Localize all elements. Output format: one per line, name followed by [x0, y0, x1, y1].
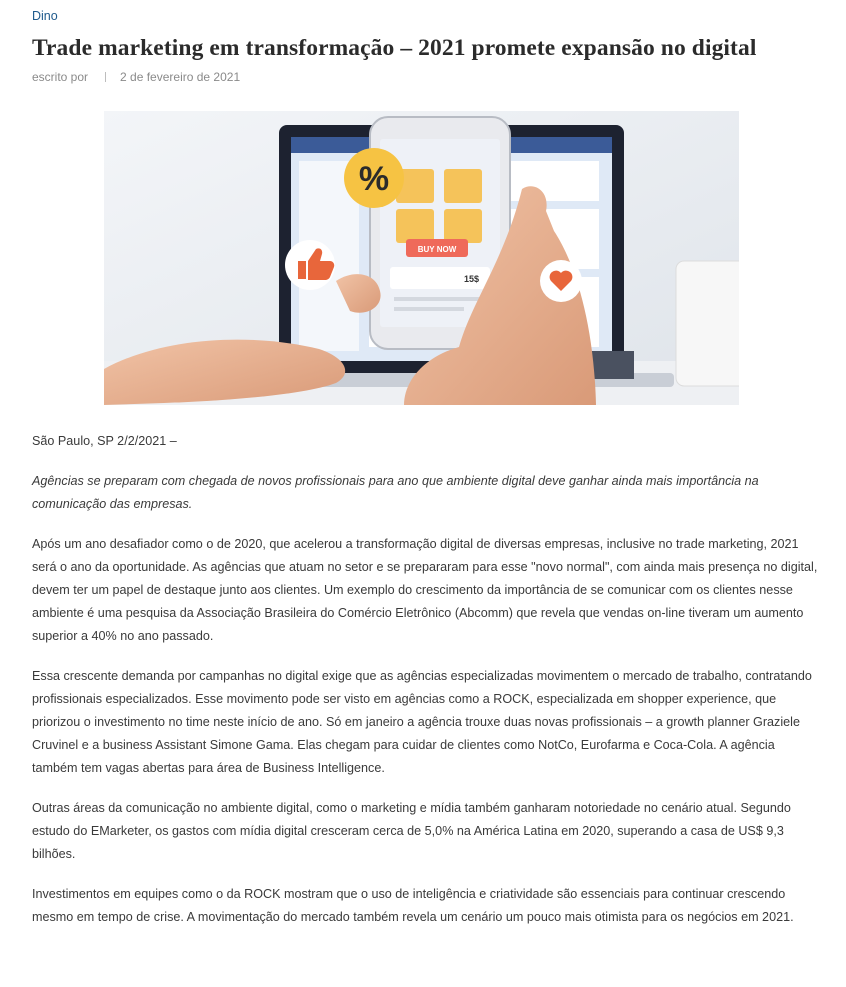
- hero-illustration: [104, 111, 739, 405]
- article-title: Trade marketing em transformação – 2021 promete expansão no digital: [32, 35, 757, 61]
- hero-image: [104, 111, 739, 405]
- price-label: 15$: [464, 274, 480, 284]
- author-label: escrito por: [32, 70, 89, 84]
- article-meta: [32, 70, 240, 84]
- percent-icon: [344, 148, 404, 208]
- article-paragraph: Após um ano desafiador como o de 2020, que acelerou a transformação digital de diversas empresas, inclusive no trade marketing, 2021 será o ano da oportunidade. As agências que atuam no setor e se prepararam para esse "novo normal", com ainda mais presença no digital, devem ter um papel de destaque junto aos clientes. Um exemplo do crescimento da importância de se comunicar com os clientes nesse ambiente é uma pesquisa da Associação Brasileira do Comércio Eletrônico (Abcomm) que revela que vendas on-line tiveram um aumento superior a 40% no ano passado.: [32, 537, 818, 643]
- svg-text:%: %: [358, 160, 390, 198]
- meta-divider: [105, 72, 106, 82]
- article-paragraph: Investimentos em equipes como o da ROCK mostram que o uso de inteligência e criatividade são essenciais para continuar crescendo mesmo em tempo de crise. A movimentação do mercado também revela um cenário um pouco mais otimista para os negócios em 2021.: [32, 887, 794, 924]
- thumbs-up-icon: [285, 240, 335, 290]
- article-paragraph: Essa crescente demanda por campanhas no digital exige que as agências especializadas movimentem o mercado de trabalho, contratando profissionais especializados. Esse movimento pode ser visto em agências como a ROCK, especializada em shopper experience, que priorizou o investimento no time neste início de ano. Só em janeiro a agência trouxe duas novas profissionais – a growth planner Graziele Cruvinel e a business Assistant Simone Gama. Elas chegam para cuidar de clientes como NotCo, Eurofarma e Coca-Cola. A agência também tem vagas abertas para área de Business Intelligence.: [32, 669, 812, 775]
- category-link[interactable]: Dino: [32, 9, 58, 23]
- article-body: [32, 430, 822, 946]
- dateline: São Paulo, SP 2/2/2021 –: [32, 434, 177, 448]
- publish-date: 2 de fevereiro de 2021: [120, 70, 241, 84]
- buy-now-button: BUY NOW: [417, 245, 457, 254]
- article-lede: Agências se preparam com chegada de novos profissionais para ano que ambiente digital deve ganhar ainda mais importância na comunicação das empresas.: [32, 474, 759, 511]
- heart-icon: [540, 260, 582, 302]
- article-paragraph: Outras áreas da comunicação no ambiente digital, como o marketing e mídia também ganharam notoriedade no cenário atual. Segundo estudo do EMarketer, os gastos com mídia digital cresceram cerca de 5,0% na América Latina em 2020, superando a casa de US$ 9,3 bilhões.: [32, 801, 791, 861]
